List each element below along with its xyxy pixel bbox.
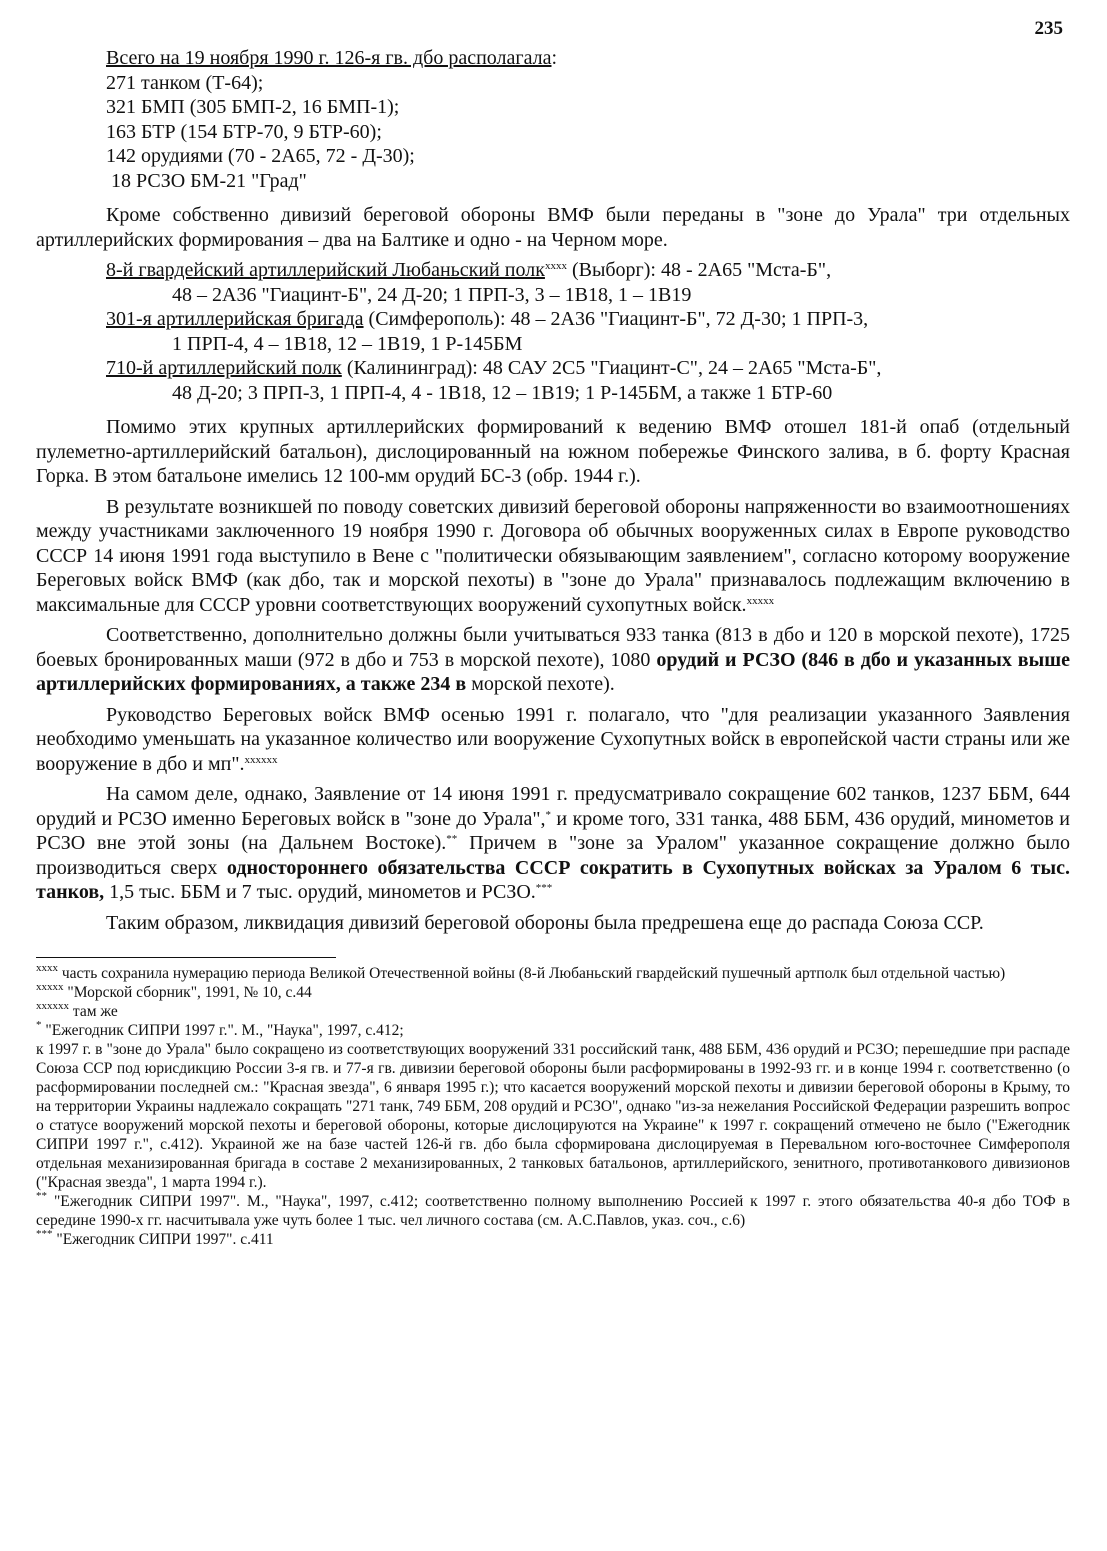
footnote-marker: хххххх [36, 1000, 69, 1012]
unit-name: 8-й гвардейский артиллерийский Любаньский полк [106, 259, 545, 281]
summary-item: 271 танком (Т-64); [106, 71, 264, 94]
footnote-divider [36, 957, 336, 958]
paragraph-actual [36, 782, 1070, 905]
footnote-marker: ** [36, 1190, 47, 1202]
footnote-marker: ххххх [746, 594, 775, 607]
units-list [36, 258, 1070, 405]
footnote [36, 983, 1070, 1002]
paragraph-actual-text: На самом деле, однако, Заявление от 14 июня 1991 г. предусматривало сокращение 602 танков, 1237 ББМ, 644 орудий и РСЗО именно Береговых войск в "зоне до Урала", [36, 783, 1070, 830]
summary-item: 163 БТР (154 БТР-70, 9 БТР-60); [106, 120, 382, 143]
unit-name: 710-й артиллерийский полк [106, 357, 342, 379]
paragraph-actual-text: и кроме того, 331 танка, 488 ББМ, 436 орудий, минометов и РСЗО вне этой зоны (на Дальнем Востоке). [36, 807, 1070, 854]
summary-heading [36, 46, 1070, 71]
summary-heading-colon: : [551, 47, 558, 69]
paragraph-conclusion: Таким образом, ликвидация дивизий береговой обороны была предрешена еще до распада Союза ССР. [106, 911, 984, 934]
footnote-marker: * [36, 1019, 42, 1031]
paragraph-counts-text: Соответственно, дополнительно должны были учитываться 933 танка (813 в дбо и 120 в морской пехоте), 1725 боевых бронированных маши (972 в дбо и 753 в морской пехоте), 1080 [36, 624, 1070, 671]
footnote-text: "Морской сборник", 1991, № 10, с.44 [63, 984, 312, 1001]
paragraph-vienna [36, 495, 1070, 618]
unit-name: 301-я артиллерийская бригада [106, 308, 364, 330]
footnote-text: часть сохранила нумерацию периода Великой Отечественной войны (8-й Любаньский гвардейский пушечный артполк был отдельной частью) [58, 965, 1006, 982]
unit-line [36, 307, 1070, 332]
unit-details: (Симферополь): 48 – 2А36 "Гиацинт-Б", 72 Д-30; 1 ПРП-3, [363, 308, 869, 330]
footnote-marker: хххххх [244, 753, 278, 766]
footnote-text: "Ежегодник СИПРИ 1997". М., "Наука", 1997, с.412; соответственно полному выполнению Россией к 1997 г. этого обязательства 40-я дбо ТОФ в середине 1990-х гг. насчитывала уже чуть более 1 тыс. чел личного состава (см. А.С.Павлов, указ. соч., с.6) [36, 1193, 1070, 1229]
unit-details: (Выборг): 48 - 2А65 "Мста-Б", [566, 259, 832, 281]
summary-item: 18 РСЗО БМ-21 "Град" [106, 169, 307, 192]
footnote [36, 1230, 1070, 1249]
footnote [36, 1192, 1070, 1230]
footnote-marker: * [545, 808, 551, 821]
unit-line [36, 356, 1070, 381]
footnote-marker: ** [446, 833, 458, 845]
paragraph-actual-bold: одностороннего обязательства СССР сократить в Сухопутных войсках за Уралом 6 тыс. танков, [36, 856, 1071, 903]
intro-paragraph: Кроме собственно дивизий береговой обороны ВМФ были переданы в "зоне до Урала" три отдельных артиллерийских формирования – два на Балтике и одно - на Черном море. [36, 204, 1070, 251]
paragraph-leadership-text: Руководство Береговых войск ВМФ осенью 1991 г. полагало, что "для реализации указанного Заявления необходимо уменьшать на указанное количество или вооружение Сухопутных войск в европейской части страны или же вооружение в дбо и мп". [36, 703, 1070, 775]
paragraph-leadership [36, 703, 1070, 777]
footnote [36, 1021, 1070, 1040]
footnote-marker: *** [535, 882, 553, 894]
footnote-marker: хххх [544, 260, 567, 272]
unit-details-cont: 1 ПРП-4, 4 – 1В18, 12 – 1В19, 1 Р-145БМ [172, 332, 523, 355]
paragraph-vienna-text: В результате возникшей по поводу советских дивизий береговой обороны напряженности во взаимоотношениях между участниками заключенного 19 ноября 1990 г. Договора об обычных вооруженных силах в Европе руководство СССР 14 июня 1991 года выступило в Вене с "политически обязывающим заявлением", согласно которому вооружение Береговых войск ВМФ (как дбо, так и морской пехоты) в "зоне до Урала" признавалось подлежащим включению в максимальные для СССР уровни соответствующих вооружений сухопутных войск. [36, 495, 1070, 616]
unit-line [36, 258, 1070, 283]
footnote [36, 964, 1070, 983]
footnote-marker: ххххх [36, 981, 64, 993]
paragraph-actual-text: Причем в "зоне за Уралом" указанное сокращение должно было производиться сверх [36, 832, 1070, 879]
footnote-text: "Ежегодник СИПРИ 1997 г.". М., "Наука", 1997, с.412; [41, 1022, 404, 1039]
footnote-marker: хххх [36, 962, 58, 974]
footnotes [36, 964, 1070, 1249]
footnote-marker: *** [36, 1228, 53, 1240]
unit-details-cont: 48 Д-20; 3 ПРП-3, 1 ПРП-4, 4 - 1В18, 12 – 1В19; 1 Р-145БМ, а также 1 БТР-60 [172, 381, 833, 404]
footnote-text: там же [69, 1003, 118, 1020]
footnote [36, 1002, 1070, 1021]
footnote [36, 1040, 1070, 1192]
unit-details-cont: 48 – 2А36 "Гиацинт-Б", 24 Д-20; 1 ПРП-3, 3 – 1В18, 1 – 1В19 [172, 283, 692, 306]
paragraph-counts [36, 623, 1070, 697]
paragraph-counts-bold: орудий и РСЗО (846 в дбо и указанных выше артиллерийских формированиях, а также 234 в [36, 648, 1070, 695]
summary-heading-text: Всего на 19 ноября 1990 г. 126-я гв. дбо располагала [106, 47, 552, 69]
paragraph-counts-end: морской пехоте). [466, 673, 615, 695]
unit-details: (Калининград): 48 САУ 2С5 "Гиацинт-С", 24 – 2А65 "Мста-Б", [341, 357, 882, 379]
paragraph-opab: Помимо этих крупных артиллерийских формирований к ведению ВМФ отошел 181-й опаб (отдельный пулеметно-артиллерийский батальон), дислоцированный на южном побережье Финского залива, в б. форту Красная Горка. В этом батальоне имелись 12 100-мм орудий БС-3 (обр. 1944 г.). [36, 416, 1070, 487]
page-number: 235 [1034, 18, 1063, 39]
footnote-text: "Ежегодник СИПРИ 1997". с.411 [52, 1231, 274, 1248]
page-content [36, 46, 1070, 1249]
summary-item: 142 орудиями (70 - 2А65, 72 - Д-30); [106, 145, 415, 167]
paragraph-actual-text: 1,5 тыс. ББМ и 7 тыс. орудий, минометов и РСЗО. [104, 881, 536, 903]
footnote-text: к 1997 г. в "зоне до Урала" было сокращено из соответствующих вооружений 331 российский танк, 488 ББМ, 436 орудий и РСЗО; перешедшие при распаде Союза ССР под юрисдикцию России 3-я гв. и 77-я гв. дивизии береговой обороны были расформированы в 1992-93 гг. и в конце 1994 г. соответственно (о расформировании последней см.: "Красная звезда", 6 января 1995 г.); что касается вооружений морской пехоты и дивизии береговой обороны в Крыму, то на территории Украины надлежало сокращать "271 танк, 749 ББМ, 208 орудий и РСЗО", однако "из-за нежелания Российской Федерации разрешить вопрос о статусе вооружений морской пехоты и береговой обороны, которые дислоцируются на Украине" к 1997 г. сокращений отмечено не было ("Ежегодник СИПРИ 1997 г.", с.412). Украиной же на базе частей 126-й гв. дбо была сформирована дислоцируемая в Перевальном юго-восточнее Симферополя отдельная механизированная бригада в составе 2 механизированных, 2 танковых батальонов, артиллерийского, зенитного, противотанкового дивизионов ("Красная звезда", 1 марта 1994 г.). [36, 1041, 1070, 1191]
summary-item: 321 БМП (305 БМП-2, 16 БМП-1); [106, 96, 400, 118]
